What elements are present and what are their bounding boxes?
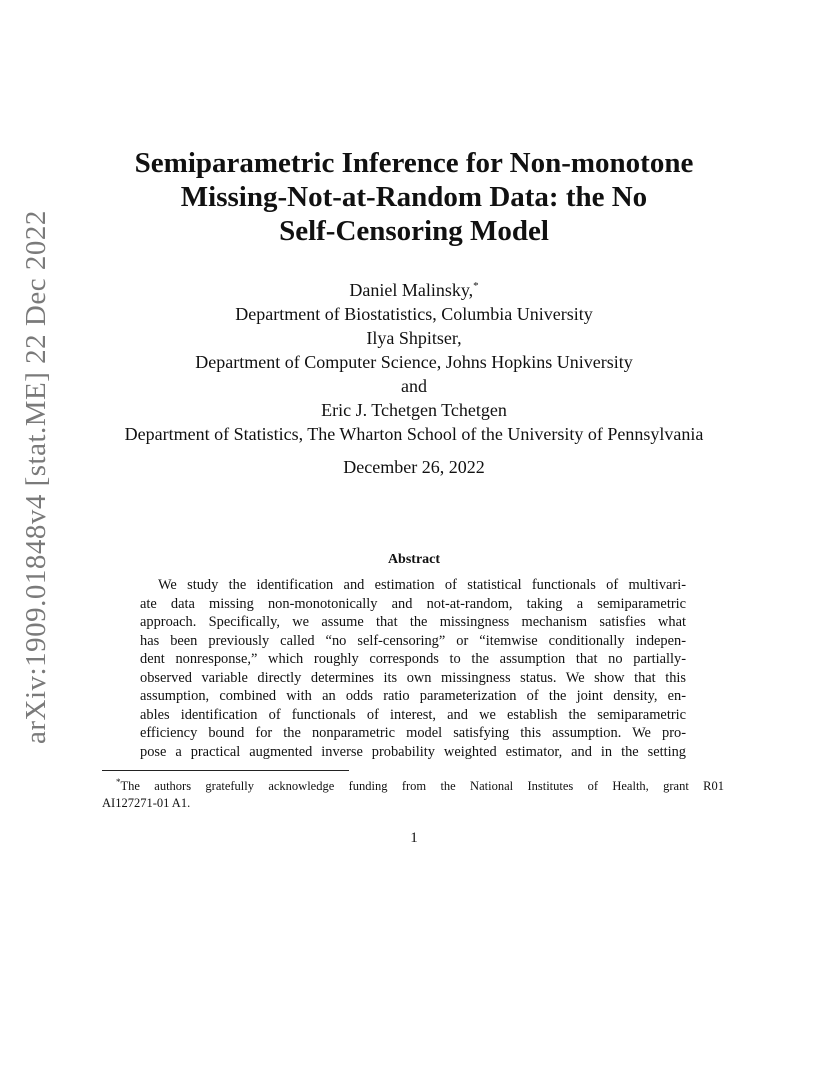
abstract-line: dent nonresponse,” which roughly corresponds to the assumption that no partially- xyxy=(140,651,686,667)
author-conjunction: and xyxy=(401,376,427,396)
author-line-1 xyxy=(60,274,768,302)
arxiv-identifier-stamp: arXiv:1909.01848v4 [stat.ME] 22 Dec 2022 xyxy=(20,210,52,744)
abstract-line: approach. Specifically, we assume that the missingness mechanism satisfies what xyxy=(140,614,686,630)
footnote-text: The authors gratefully acknowledge funding from the National Institutes of Health, grant R01 xyxy=(120,779,724,793)
abstract-heading: Abstract xyxy=(387,552,441,567)
page-number: 1 xyxy=(410,830,418,846)
affiliation-wharton: Department of Statistics, The Wharton School of the University of Pennsylvania xyxy=(124,424,704,444)
author-name-tchetgen: Eric J. Tchetgen Tchetgen xyxy=(321,400,507,420)
publication-date: December 26, 2022 xyxy=(343,457,485,477)
abstract-line: observed variable directly determines its own missingness status. We show that this xyxy=(140,669,686,686)
title-line: Self-Censoring Model xyxy=(279,215,549,247)
paper-title xyxy=(80,146,748,248)
author-footnote-mark[interactable]: * xyxy=(473,280,479,292)
footnote-divider xyxy=(102,770,349,771)
title-line: Missing-Not-at-Random Data: the No xyxy=(180,181,648,213)
title-line: Semiparametric Inference for Non-monotone xyxy=(134,147,694,179)
abstract-line: pose a practical augmented inverse probability weighted estimator, and in the setting xyxy=(140,743,686,760)
abstract-line: has been previously called “no self-censoring” or “itemwise conditionally indepen- xyxy=(140,632,686,649)
abstract-line: assumption, combined with an odds ratio parameterization of the joint density, en- xyxy=(140,688,686,704)
footnote-line-1 xyxy=(102,774,724,795)
abstract-line: efficiency bound for the nonparametric model satisfying this assumption. We pro- xyxy=(140,725,686,741)
affiliation-jhu: Department of Computer Science, Johns Hopkins University xyxy=(195,352,633,372)
footnote-mark: * xyxy=(116,777,121,787)
abstract-line: We study the identification and estimation of statistical functionals of multivari- xyxy=(158,577,686,593)
author-name-shpitser: Ilya Shpitser, xyxy=(366,328,462,348)
funding-footnote xyxy=(102,774,724,812)
author-block xyxy=(60,274,768,446)
abstract-line: ables identification of functionals of interest, and we establish the semiparametric xyxy=(140,706,686,723)
author-name-malinsky: Daniel Malinsky, xyxy=(349,280,474,300)
abstract-line: ate data missing non-monotonically and not-at-random, taking a semiparametric xyxy=(140,595,686,612)
footnote-line-2: AI127271-01 A1. xyxy=(102,796,191,810)
affiliation-columbia: Department of Biostatistics, Columbia University xyxy=(235,304,593,324)
abstract-body xyxy=(140,576,686,761)
